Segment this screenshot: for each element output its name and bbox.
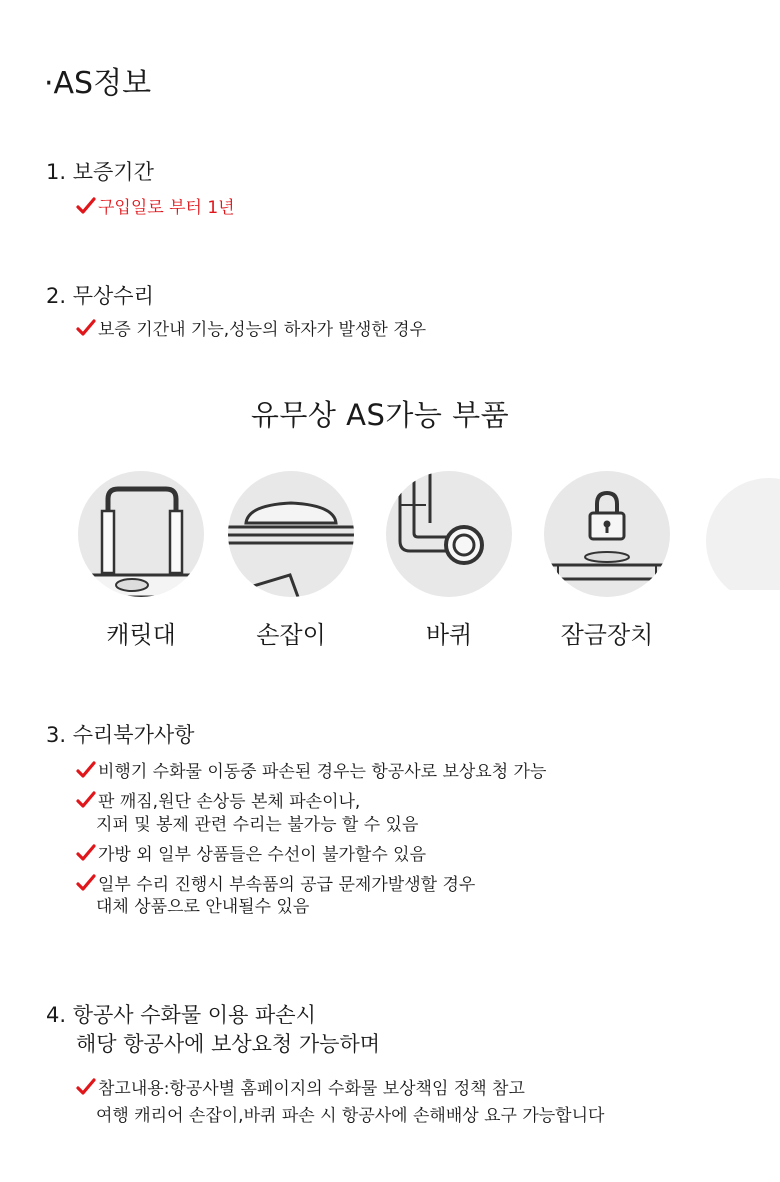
- section-2-item: [76, 318, 426, 342]
- part-label-trolley: 캐릿대: [106, 621, 176, 649]
- section-3-heading: 3. 수리북가사항: [46, 723, 195, 747]
- section-4-heading-line2: 해당 항공사에 보상요청 가능하며: [76, 1032, 381, 1056]
- trolley-handle-icon: [78, 471, 204, 597]
- part-label-lock: 잠금장치: [560, 621, 654, 649]
- section-3-item-2: [76, 790, 360, 814]
- item-text: 일부 수리 진행시 부속품의 공급 문제가발생할 경우: [98, 875, 476, 895]
- item-text: 가방 외 일부 상품들은 수선이 불가할수 있음: [98, 845, 427, 865]
- section-3-item-1: [76, 760, 546, 784]
- lock-icon: [544, 471, 670, 597]
- section-3-item-2-cont: 지퍼 및 봉제 관련 수리는 불가능 할 수 있음: [96, 815, 419, 835]
- section-3-item-4-cont: 대체 상품으로 안내될수 있음: [96, 897, 310, 917]
- item-text: 비행기 수화물 이동중 파손된 경우는 항공사로 보상요청 가능: [98, 762, 547, 782]
- checkmark-icon: [76, 1077, 96, 1097]
- section-3-item-4: [76, 873, 475, 897]
- parts-heading: 유무상 AS가능 부품: [250, 398, 510, 432]
- partial-circle: [706, 478, 780, 590]
- note-text: 참고내용:항공사별 홈페이지의 수화물 보상책임 정책 참고: [98, 1079, 525, 1099]
- part-label-wheel: 바퀴: [425, 621, 473, 649]
- checkmark-icon: [76, 318, 96, 338]
- checkmark-icon: [76, 196, 96, 216]
- section-4-heading-line1: 4. 항공사 수화물 이용 파손시: [46, 1003, 316, 1027]
- part-label-handle: 손잡이: [256, 621, 326, 649]
- section-1-item: [76, 196, 235, 220]
- section-2-heading: 2. 무상수리: [46, 284, 154, 308]
- wheel-icon: [386, 471, 512, 597]
- section-1-heading: 1. 보증기간: [46, 160, 154, 184]
- carry-handle-icon: [228, 471, 354, 597]
- checkmark-icon: [76, 760, 96, 780]
- checkmark-icon: [76, 873, 96, 893]
- page-title: ·AS정보: [44, 66, 152, 101]
- item-text: 판 깨짐,원단 손상등 본체 파손이나,: [98, 792, 361, 812]
- warranty-period-text: 구입일로 부터 1년: [98, 198, 235, 218]
- checkmark-icon: [76, 790, 96, 810]
- checkmark-icon: [76, 843, 96, 863]
- free-repair-text: 보증 기간내 기능,성능의 하자가 발생한 경우: [98, 320, 427, 340]
- section-4-note-cont: 여행 캐리어 손잡이,바퀴 파손 시 항공사에 손해배상 요구 가능합니다: [96, 1106, 605, 1126]
- section-4-note: [76, 1077, 525, 1101]
- section-3-item-3: [76, 843, 426, 867]
